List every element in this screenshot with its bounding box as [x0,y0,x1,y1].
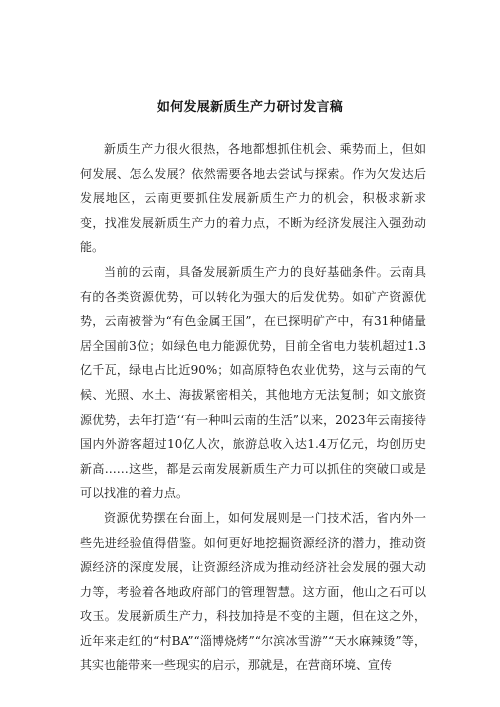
paragraph-2: 当前的云南，具备发展新质生产力的良好基础条件。云南具有的各类资源优势，可以转化为强大的后发优势。如矿产资源优势，云南被誉为“有色金属王国”，在已探明矿产中，有31种储量居全国前3位；如绿色电力能源优势，目前全省电力装机超过1.3亿千瓦，绿电占比近90%；如高原特色农业优势，这与云南的气候、光照、水土、海拔紧密相关，其他地方无法复制；如文旅资源优势，去年打造‘‘有一种叫云南的生活”以来，2023年云南接待国内外游客超过10亿人次，旅游总收入达1.4万亿元，均创历史新高……这些，都是云南发展新质生产力可以抓住的突破口或是可以找准的着力点。 [80,264,426,501]
paragraph-3: 资源优势摆在台面上，如何发展则是一门技术活，省内外一些先进经验值得借鉴。如何更好地挖掘资源经济的潜力，推动资源经济的深度发展，让资源经济成为推动经济社会发展的强大动力等，考验着各地政府部门的管理智慧。这方面，他山之石可以攻玉。发展新质生产力，科技加持是不变的主题，但在这之外，近年来走红的“村BA”“淄博烧烤”“尔滨冰雪游”“天水麻辣烫”等，其实也能带来一些现实的启示，那就是，在营商环境、宣传 [80,510,426,673]
paragraph-1: 新质生产力很火很热，各地都想抓住机会、乘势而上，但如何发展、怎么发展？依然需要各地去尝试与探索。作为欠发达后发展地区，云南更要抓住发展新质生产力的机会，积极求新求变，找准发展新质生产力的着力点，不断为经济发展注入强劲动能。 [80,142,426,255]
document-body [80,137,426,678]
document-title: 如何发展新质生产力研讨发言稿 [156,100,344,115]
